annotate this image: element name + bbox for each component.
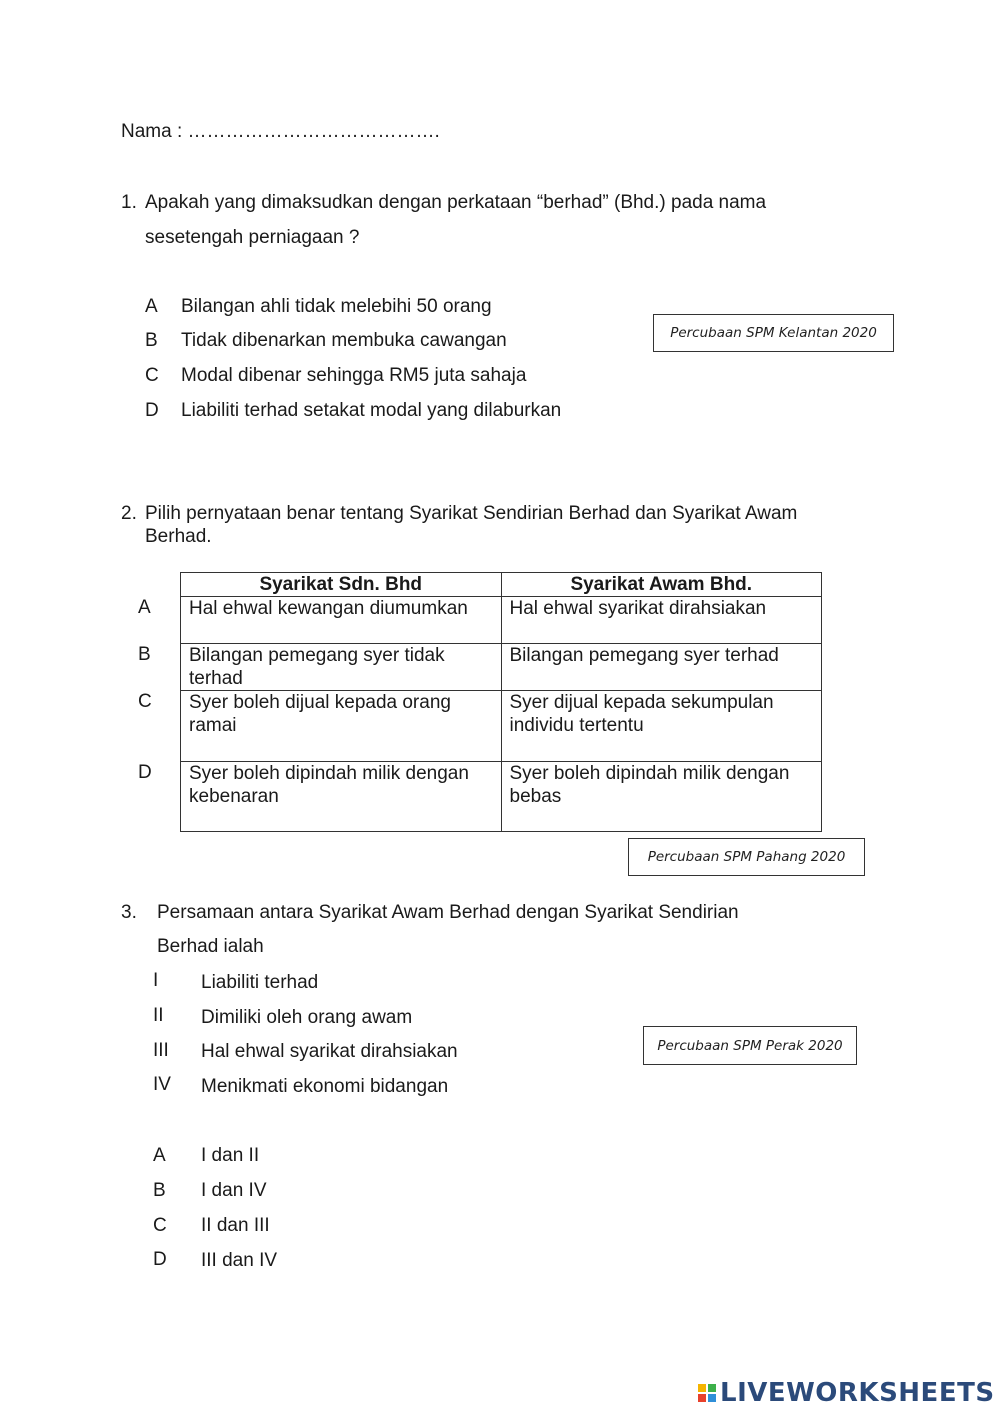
q2-text-line1: Pilih pernyataan benar tentang Syarikat Sendirian Berhad dan Syarikat Awam xyxy=(145,503,798,524)
logo-square-4 xyxy=(708,1394,716,1402)
q1-number: 1. xyxy=(121,192,137,213)
liveworksheets-logo[interactable] xyxy=(698,1378,995,1408)
liveworksheets-logo-icon xyxy=(698,1384,716,1402)
q1-text-line2: sesetengah perniagaan ? xyxy=(145,227,360,248)
q3-statement-iii-numeral: III xyxy=(153,1040,169,1061)
q2-comparison-table xyxy=(180,572,822,832)
q2-header-sdn-bhd: Syarikat Sdn. Bhd xyxy=(181,573,502,597)
q3-option-d-letter: D xyxy=(153,1249,167,1270)
q2-row-d-col1: Syer boleh dipindah milik dengan kebenaran xyxy=(181,762,502,832)
q2-row-b-col1: Bilangan pemegang syer tidak terhad xyxy=(181,644,502,691)
q1-option-c-letter: C xyxy=(145,365,159,386)
q3-statement-i-numeral: I xyxy=(153,970,159,991)
table-row[interactable] xyxy=(181,597,822,644)
liveworksheets-logo-text: LIVEWORKSHEETS xyxy=(720,1378,995,1408)
q2-row-b-col2: Bilangan pemegang syer terhad xyxy=(501,644,822,691)
q2-row-d-letter[interactable]: D xyxy=(138,762,152,783)
table-row[interactable] xyxy=(181,691,822,762)
q3-option-b-text: I dan IV xyxy=(201,1180,267,1201)
q2-row-b-letter[interactable]: B xyxy=(138,644,151,665)
q1-option-b-letter: B xyxy=(145,330,158,351)
q2-row-a-col2: Hal ehwal syarikat dirahsiakan xyxy=(501,597,822,644)
q3-option-c-text: II dan III xyxy=(201,1215,270,1236)
q2-source-box: Percubaan SPM Pahang 2020 xyxy=(628,838,865,876)
logo-square-3 xyxy=(698,1394,706,1402)
q1-text-line1: Apakah yang dimaksudkan dengan perkataan “berhad” (Bhd.) pada nama xyxy=(145,192,767,213)
q1-option-d-text: Liabiliti terhad setakat modal yang dilaburkan xyxy=(181,400,562,421)
q2-header-awam-bhd: Syarikat Awam Bhd. xyxy=(501,573,822,597)
q3-text-line1: Persamaan antara Syarikat Awam Berhad dengan Syarikat Sendirian xyxy=(157,902,739,923)
q1-option-d-letter: D xyxy=(145,400,159,421)
q2-row-c-letter[interactable]: C xyxy=(138,691,152,712)
q3-source-box: Percubaan SPM Perak 2020 xyxy=(643,1026,857,1065)
q2-row-a-col1: Hal ehwal kewangan diumumkan xyxy=(181,597,502,644)
q3-option-c-letter: C xyxy=(153,1215,167,1236)
q3-statement-ii-numeral: II xyxy=(153,1005,164,1026)
logo-square-2 xyxy=(708,1384,716,1392)
q3-statement-i-text: Liabiliti terhad xyxy=(201,972,319,993)
q3-statement-iv-text: Menikmati ekonomi bidangan xyxy=(201,1076,449,1097)
q3-option-d-text: III dan IV xyxy=(201,1250,278,1271)
q2-row-c-col2: Syer dijual kepada sekumpulan individu tertentu xyxy=(501,691,822,762)
name-field[interactable]: Nama : …………………………………. xyxy=(121,121,440,142)
table-row[interactable] xyxy=(181,644,822,691)
q2-row-a-letter[interactable]: A xyxy=(138,597,151,618)
q1-option-c-text: Modal dibenar sehingga RM5 juta sahaja xyxy=(181,365,527,386)
q1-option-a-text: Bilangan ahli tidak melebihi 50 orang xyxy=(181,296,492,317)
q3-statement-iv-numeral: IV xyxy=(153,1074,171,1095)
q3-statement-iii-text: Hal ehwal syarikat dirahsiakan xyxy=(201,1041,458,1062)
table-row[interactable] xyxy=(181,762,822,832)
q3-statement-ii-text: Dimiliki oleh orang awam xyxy=(201,1007,413,1028)
q1-option-b-text: Tidak dibenarkan membuka cawangan xyxy=(181,330,507,351)
q1-source-box: Percubaan SPM Kelantan 2020 xyxy=(653,314,894,352)
q2-row-c-col1: Syer boleh dijual kepada orang ramai xyxy=(181,691,502,762)
q3-number: 3. xyxy=(121,902,137,923)
q3-text-line2: Berhad ialah xyxy=(157,936,264,957)
q2-text-line2: Berhad. xyxy=(145,526,212,547)
q2-number: 2. xyxy=(121,503,137,524)
q2-row-d-col2: Syer boleh dipindah milik dengan bebas xyxy=(501,762,822,832)
q3-option-a-letter: A xyxy=(153,1145,166,1166)
logo-square-1 xyxy=(698,1384,706,1392)
q1-option-a-letter: A xyxy=(145,296,158,317)
q3-option-b-letter: B xyxy=(153,1180,166,1201)
q3-option-a-text: I dan II xyxy=(201,1145,260,1166)
